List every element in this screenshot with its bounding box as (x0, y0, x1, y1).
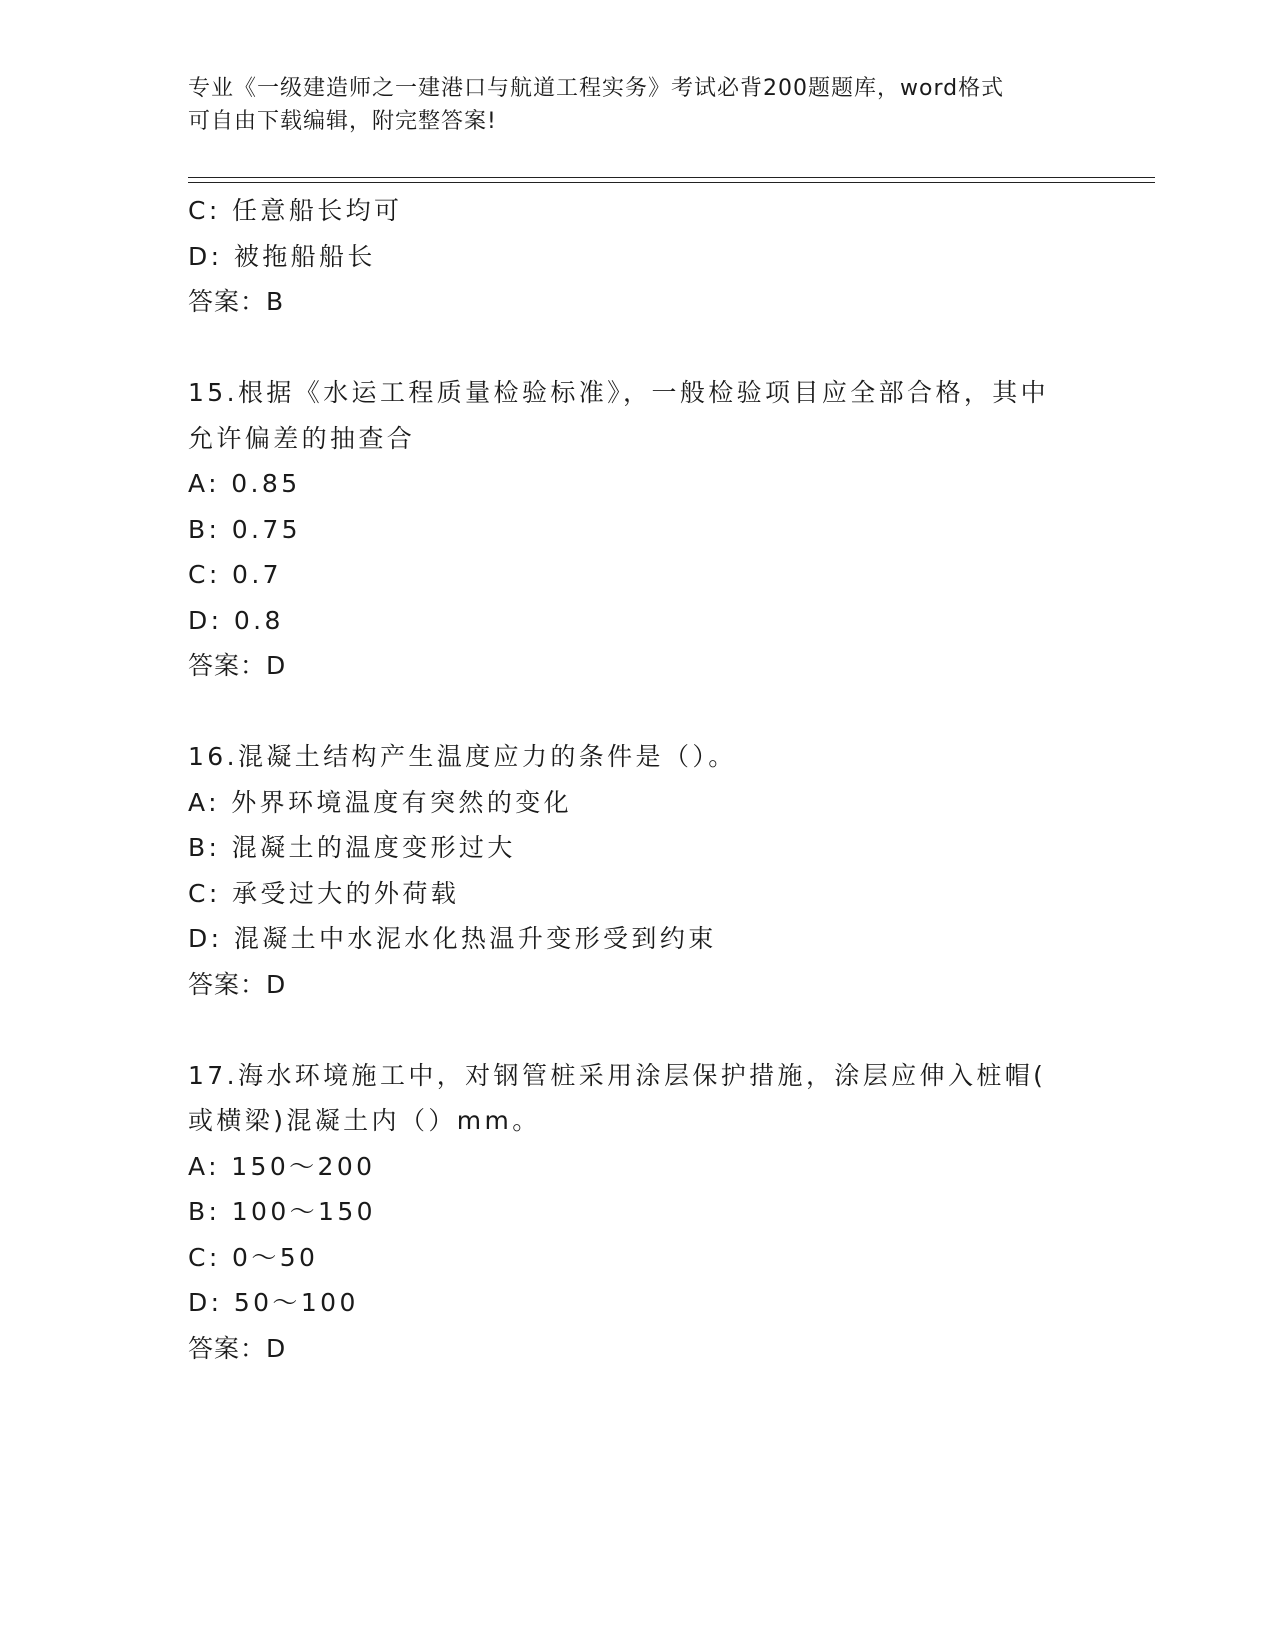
question-17 (188, 1053, 1088, 1372)
answer-line: 答案：D (188, 1333, 287, 1363)
question-stem-line1: 16.混凝土结构产生温度应力的条件是（）。 (188, 742, 737, 771)
option-a: A: 150～200 (188, 1151, 376, 1181)
question-14-tail (188, 188, 1088, 325)
option-b: B: 0.75 (188, 514, 301, 544)
question-16 (188, 734, 1088, 1007)
option-b: B: 混凝土的温度变形过大 (188, 833, 516, 862)
answer-line: 答案：D (188, 969, 287, 999)
option-d: D: 0.8 (188, 605, 284, 635)
question-stem-line2: 允许偏差的抽查合 (188, 423, 416, 453)
option-a: A: 0.85 (188, 469, 301, 498)
question-stem-line1: 15.根据《水运工程质量检验标准》，一般检验项目应全部合格，其中 (188, 378, 1050, 407)
header-title-line1: 专业《一级建造师之一建港口与航道工程实务》考试必背200题题库，word格式 (188, 76, 1005, 101)
option-c: C: 任意船长均可 (188, 196, 403, 225)
question-stem-line1: 17.海水环境施工中，对钢管桩采用涂层保护措施，涂层应伸入桩帽( (188, 1060, 1047, 1090)
option-d: D: 被拖船船长 (188, 241, 376, 271)
option-b: B: 100～150 (188, 1197, 376, 1226)
option-d: D: 混凝土中水泥水化热温升变形受到约束 (188, 924, 717, 953)
question-stem-line2: 或横梁)混凝土内（）mm。 (188, 1106, 541, 1135)
header-divider-top (188, 177, 1155, 178)
header-title-line2: 可自由下载编辑，附完整答案! (188, 109, 497, 134)
spacer (188, 325, 1088, 371)
option-d: D: 50～100 (188, 1288, 359, 1317)
spacer (188, 1007, 1088, 1053)
option-a: A: 外界环境温度有突然的变化 (188, 787, 573, 817)
answer-line: 答案：D (188, 651, 287, 680)
option-c: C: 0～50 (188, 1242, 319, 1272)
answer-line: 答案：B (188, 287, 285, 316)
document-header (188, 72, 1068, 138)
spacer (188, 689, 1088, 735)
option-c: C: 承受过大的外荷载 (188, 878, 460, 908)
option-c: C: 0.7 (188, 560, 282, 589)
question-list (188, 188, 1088, 1371)
header-divider-bottom (188, 182, 1155, 183)
question-15 (188, 370, 1088, 689)
